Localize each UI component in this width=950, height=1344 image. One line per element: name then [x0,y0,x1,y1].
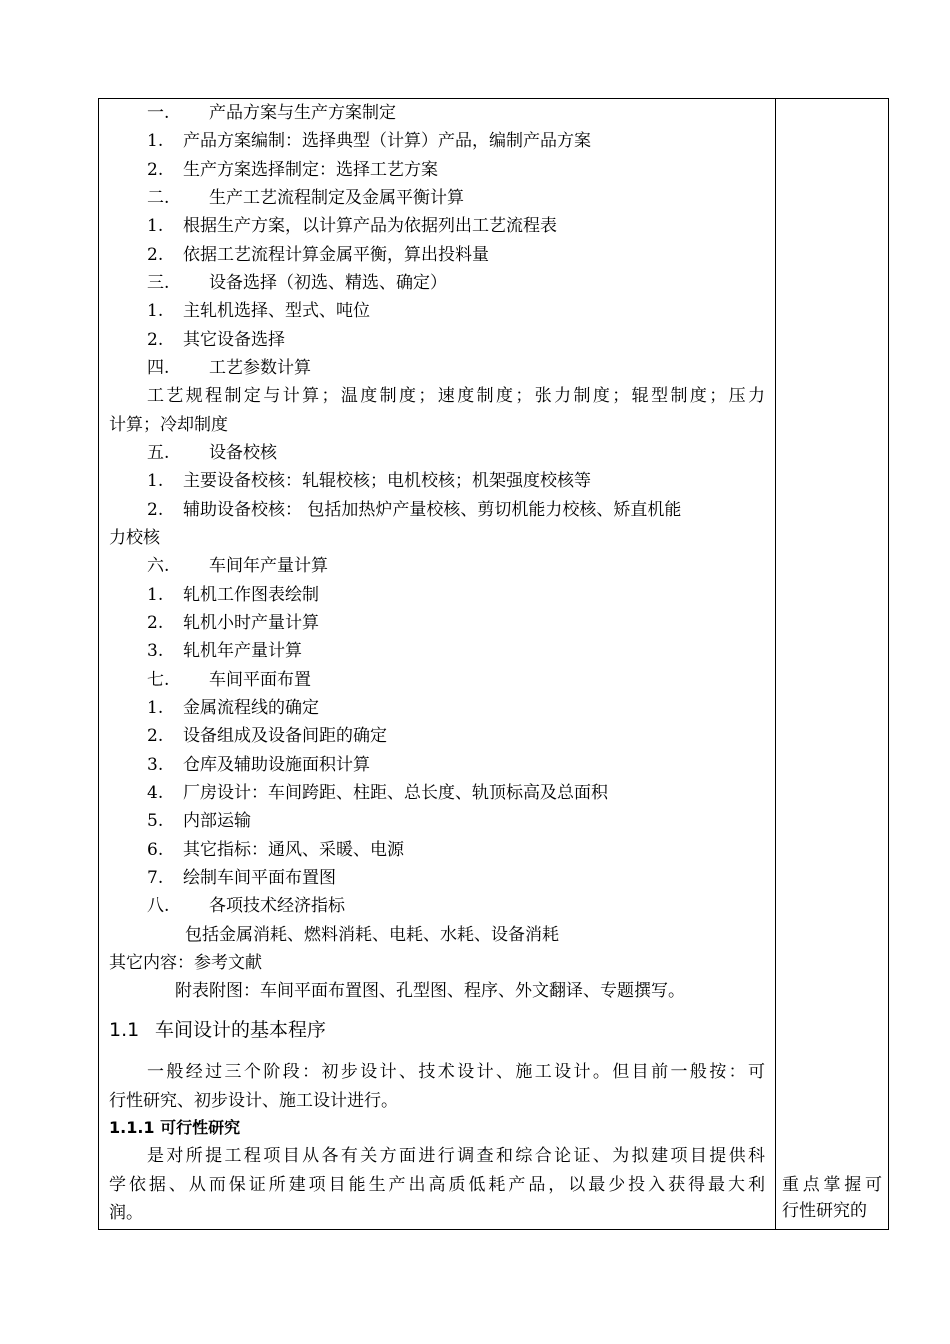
outline-text: 根据生产方案，以计算产品为依据列出工艺流程表 [183,216,557,236]
outline-item [109,470,765,492]
outline-number: 2. [147,245,164,265]
outline-number: 1. [147,471,164,491]
outline-section [109,669,765,691]
outline-number: 一. [147,103,170,123]
outline-text: 内部运输 [183,811,251,831]
outline-number: 4. [147,783,164,803]
outline-number: 7. [147,868,164,888]
outline-text: 设备选择（初选、精选、确定） [209,273,447,293]
outline-text: 各项技术经济指标 [209,896,345,916]
outline-number: 1. [147,131,164,151]
outline-section [109,357,765,379]
stages-paragraph-line: 一般经过三个阶段：初步设计、技术设计、施工设计。但目前一般按：可 [147,1062,765,1082]
outline-text: 轧机工作图表绘制 [183,585,319,605]
outline-text: 设备校核 [209,443,277,463]
outline-text: 绘制车间平面布置图 [183,868,336,888]
outline-item [109,697,765,719]
outline-number: 3. [147,641,164,661]
outline-number: 六. [147,556,170,576]
side-note-line: 行性研究的 [782,1201,867,1221]
document-table [98,98,889,1230]
outline-text: 其它设备选择 [183,330,285,350]
feasibility-paragraph-line: 学依据、从而保证所建项目能生产出高质低耗产品，以最少投入获得最大利 [109,1175,765,1195]
outline-text: 轧机小时产量计算 [183,613,319,633]
stages-paragraph-line: 行性研究、初步设计、施工设计进行。 [109,1091,398,1111]
outline-number: 2. [147,160,164,180]
outline-item [109,244,765,266]
consumption-line: 包括金属消耗、燃料消耗、电耗、水耗、设备消耗 [185,925,559,945]
feasibility-paragraph-line: 是对所提工程项目从各有关方面进行调查和综合论证、为拟建项目提供科 [147,1146,765,1166]
outline-number: 2. [147,726,164,746]
appendix-line: 附表附图：车间平面布置图、孔型图、程序、外文翻译、专题撰写。 [175,981,685,1001]
outline-item [109,329,765,351]
section-heading [109,1017,765,1043]
outline-number: 5. [147,811,164,831]
outline-text: 主要设备校核：轧辊校核；电机校核；机架强度校核等 [183,471,591,491]
outline-text: 依据工艺流程计算金属平衡，算出投料量 [183,245,489,265]
outline-text: 辅助设备校核： 包括加热炉产量校核、剪切机能力校核、矫直机能 [183,500,682,520]
outline-item [109,867,765,889]
outline-item [109,499,765,521]
section-number: 1.1 [109,1019,140,1041]
outline-text: 轧机年产量计算 [183,641,302,661]
outline-number: 七. [147,670,170,690]
other-content-line: 其它内容：参考文献 [109,953,262,973]
outline-number: 1. [147,585,164,605]
outline-number: 2. [147,613,164,633]
outline-text: 其它指标：通风、采暖、电源 [183,840,404,860]
outline-item [109,215,765,237]
outline-item [109,612,765,634]
process-paragraph-line: 工艺规程制定与计算；温度制度；速度制度；张力制度；辊型制度；压力 [147,386,765,406]
outline-item [109,810,765,832]
outline-number: 6. [147,840,164,860]
outline-number: 1. [147,698,164,718]
outline-item [109,839,765,861]
outline-number: 3. [147,755,164,775]
section-title: 车间设计的基本程序 [155,1019,327,1041]
process-paragraph-line: 计算；冷却制度 [109,415,228,435]
outline-section [109,272,765,294]
outline-section [109,555,765,577]
outline-item [109,584,765,606]
outline-number: 八. [147,896,170,916]
outline-text: 金属流程线的确定 [183,698,319,718]
outline-text: 厂房设计：车间跨距、柱距、总长度、轨顶标高及总面积 [183,783,608,803]
outline-text: 产品方案编制：选择典型（计算）产品，编制产品方案 [183,131,591,151]
outline-text: 产品方案与生产方案制定 [209,103,396,123]
outline-number: 1. [147,216,164,236]
outline-number: 2. [147,500,164,520]
outline-text: 车间平面布置 [209,670,311,690]
subsection-number: 1.1.1 [109,1118,155,1137]
outline-text: 设备组成及设备间距的确定 [183,726,387,746]
subsection-heading [109,1117,765,1139]
outline-section [109,442,765,464]
outline-item [109,754,765,776]
outline-item [109,640,765,662]
outline-item [109,159,765,181]
outline-text: 车间年产量计算 [209,556,328,576]
subsection-title: 可行性研究 [160,1118,241,1137]
outline-section [109,102,765,124]
outline-section [109,187,765,209]
outline-number: 1. [147,301,164,321]
outline-text: 生产方案选择制定：选择工艺方案 [183,160,438,180]
side-note-line: 重点掌握可 [782,1175,882,1195]
aux-continuation-line: 力校核 [109,528,160,548]
outline-text: 主轧机选择、型式、吨位 [183,301,370,321]
outline-section [109,895,765,917]
outline-number: 二. [147,188,170,208]
outline-number: 三. [147,273,170,293]
outline-item [109,130,765,152]
outline-item [109,300,765,322]
outline-number: 四. [147,358,170,378]
outline-item [109,725,765,747]
outline-text: 仓库及辅助设施面积计算 [183,755,370,775]
outline-item [109,782,765,804]
outline-text: 工艺参数计算 [209,358,311,378]
main-content-cell [99,99,775,1229]
outline-number: 2. [147,330,164,350]
feasibility-paragraph-line: 润。 [109,1203,143,1223]
outline-text: 生产工艺流程制定及金属平衡计算 [209,188,464,208]
side-note-cell [776,99,888,1229]
outline-number: 五. [147,443,170,463]
